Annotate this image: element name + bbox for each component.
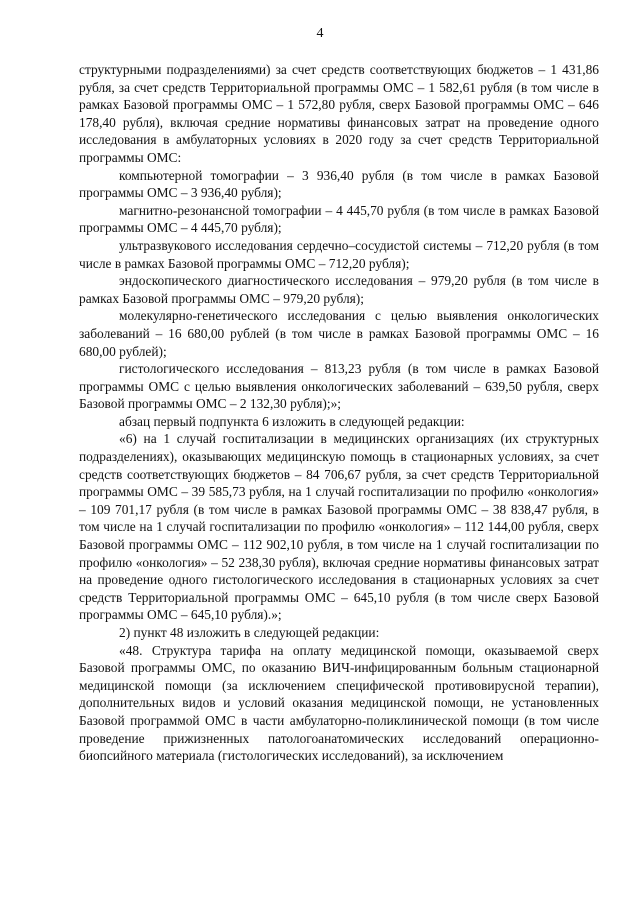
paragraph-9: «6) на 1 случай госпитализации в медицинских организациях (их структурных подразделениях), оказывающих медицинскую помощь в стационарных условиях, за счет средств соответствующих бюджетов – 84 706,67 рубля, за счет средств Территориальной программы ОМС – 39 585,73 рубля, на 1 случай госпитализации по профилю «онкология» – 109 701,17 рубля (в том числе в рамках Базовой программы ОМС – 38 838,47 рубля, в том числе на 1 случай госпитализации по профилю «онкология» – 112 144,00 рубля, сверх Базовой программы ОМС – 112 902,10 рубля, в том числе на 1 случай госпитализации по профилю «онкология» – 52 238,30 рубля), включая средние нормативы финансовых затрат на проведение одного гистологического исследования в стационарных условиях за счет средств Территориальной программы ОМС – 645,10 рубля (в том числе сверх Базовой программы ОМС – 645,10 рубля).»; [79, 431, 599, 623]
paragraph-5: эндоскопического диагностического исследования – 979,20 рубля (в том числе в рамках Базовой программы ОМС – 979,20 рубля); [79, 273, 599, 306]
page-number: 4 [316, 26, 324, 41]
paragraph-1: структурными подразделениями) за счет средств соответствующих бюджетов – 1 431,86 рубля, за счет средств Территориальной программы ОМС – 1 582,61 рубля (в том числе в рамках Базовой программы ОМС – 1 572,80 рубля, сверх Базовой программы ОМС – 646 178,40 рубля), включая средние нормативы финансовых затрат на проведение одного исследования в амбулаторных условиях в 2020 году за счет средств Территориальной программы ОМС: [79, 62, 599, 165]
paragraph-6: молекулярно-генетического исследования с целью выявления онкологических заболеваний – 16 680,00 рублей (в том числе в рамках Базовой программы ОМС – 16 680,00 рублей); [79, 308, 599, 359]
paragraph-8: абзац первый подпункта 6 изложить в следующей редакции: [119, 413, 465, 429]
paragraph-2: компьютерной томографии – 3 936,40 рубля (в том числе в рамках Базовой программы ОМС – 3 936,40 рубля); [79, 167, 599, 201]
paragraph-10: 2) пункт 48 изложить в следующей редакции: [119, 625, 380, 640]
document-body [79, 61, 599, 765]
paragraph-11: «48. Структура тарифа на оплату медицинской помощи, оказываемой сверх Базовой программы ОМС, по оказанию ВИЧ-инфицированным больным стационарной медицинской помощи (за исключением специфической противовирусной терапии), дополнительных видов и условий оказания медицинской помощи, не установленных Базовой программой ОМС в части амбулаторно-поликлинической помощи (в том числе проведение прижизненных патологоанатомических исследований операционно-биопсийного материала (гистологических исследований), за исключением [79, 642, 599, 764]
paragraph-3: магнитно-резонансной томографии – 4 445,70 рубля (в том числе в рамках Базовой программы ОМС – 4 445,70 рубля); [79, 202, 599, 236]
paragraph-7: гистологического исследования – 813,23 рубля (в том числе в рамках Базовой программы ОМС с целью выявления онкологических заболеваний – 639,50 рубля, сверх Базовой программы ОМС – 2 132,30 рубля);»; [79, 361, 599, 412]
paragraph-4: ультразвукового исследования сердечно–сосудистой системы – 712,20 рубля (в том числе в рамках Базовой программы ОМС – 712,20 рубля); [79, 237, 599, 271]
